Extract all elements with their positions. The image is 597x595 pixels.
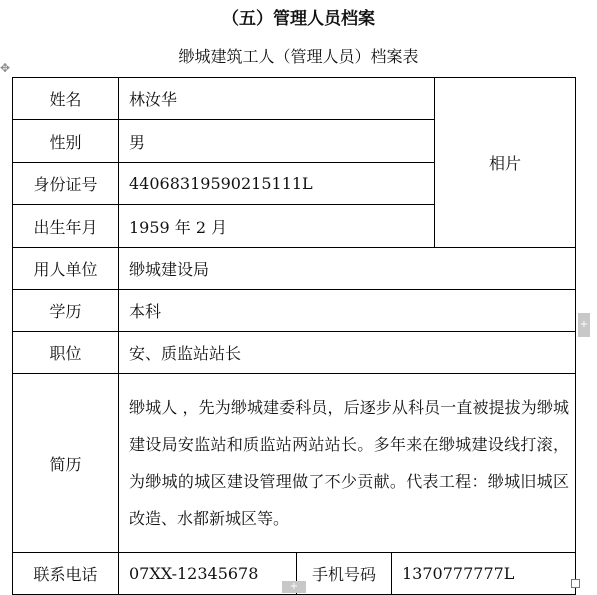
personnel-archive-table	[12, 77, 576, 595]
table-resize-handle-icon[interactable]	[571, 579, 580, 588]
phone-label: 联系电话	[13, 553, 119, 595]
id-number-value[interactable]: 44068319590215111L	[119, 163, 435, 205]
phone-value[interactable]: 07XX-12345678	[119, 553, 297, 595]
name-label: 姓名	[13, 78, 119, 120]
table-row	[13, 374, 576, 553]
resume-label: 简历	[13, 374, 119, 553]
gender-label: 性别	[13, 120, 119, 163]
birth-date-value[interactable]: 1959 年 2 月	[119, 205, 435, 248]
table-row	[13, 248, 576, 290]
photo-cell[interactable]	[435, 78, 576, 248]
table-row	[13, 290, 576, 332]
add-row-handle-icon[interactable]: +	[282, 581, 306, 593]
resume-value[interactable]: 缈城人 ，先为缈城建委科员，后逐步从科员一直被提拔为缈城建设局安监站和质监站两站站长。多年来在缈城建设线打滚，为缈城的城区建设管理做了不少贡献。代表工程：缈城旧城区改造、水都新城区等。	[119, 374, 576, 553]
add-column-handle-icon[interactable]: +	[578, 313, 590, 337]
birth-date-label: 出生年月	[13, 205, 119, 248]
gender-value[interactable]: 男	[119, 120, 435, 163]
page-heading: （五）管理人员档案	[222, 9, 375, 29]
table-move-handle-icon[interactable]: ✥	[0, 61, 11, 75]
name-value[interactable]: 林汝华	[119, 78, 435, 120]
position-value[interactable]: 安、质监站站长	[119, 332, 576, 374]
education-label: 学历	[13, 290, 119, 332]
education-value[interactable]: 本科	[119, 290, 576, 332]
mobile-label: 手机号码	[297, 553, 392, 595]
employer-value[interactable]: 缈城建设局	[119, 248, 576, 290]
table-row	[13, 78, 576, 120]
photo-label: 相片	[488, 154, 521, 173]
mobile-value[interactable]: 1370777777L	[392, 553, 576, 595]
employer-label: 用人单位	[13, 248, 119, 290]
table-row	[13, 332, 576, 374]
id-number-label: 身份证号	[13, 163, 119, 205]
position-label: 职位	[13, 332, 119, 374]
table-title: 缈城建筑工人（管理人员）档案表	[178, 47, 419, 66]
